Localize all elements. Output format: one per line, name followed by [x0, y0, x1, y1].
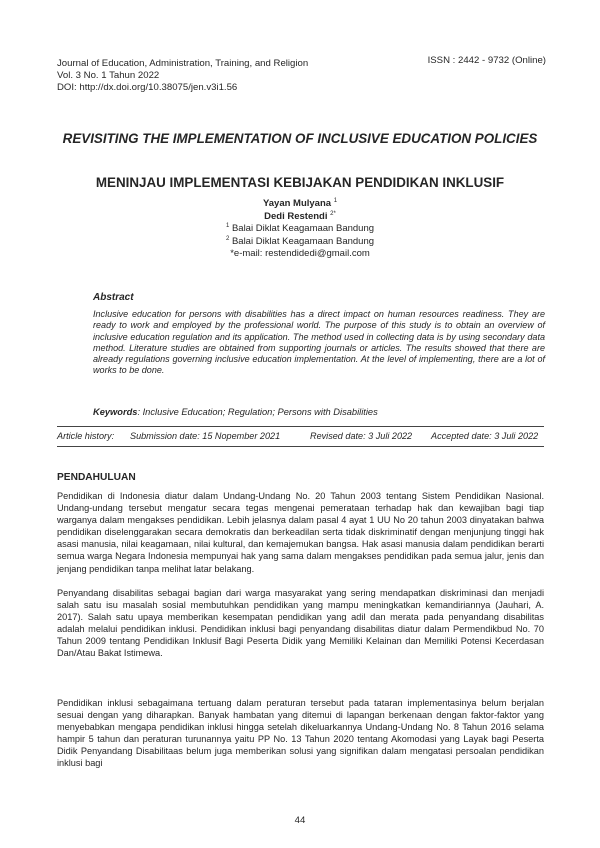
journal-name: Journal of Education, Administration, Training, and Religion [57, 58, 309, 69]
issn: ISSN : 2442 - 9732 (Online) [427, 55, 546, 66]
keywords-text: : Inclusive Education; Regulation; Persons with Disabilities [137, 407, 378, 417]
history-rule-top [57, 426, 544, 427]
author-2-name: Dedi Restendi [264, 210, 328, 222]
journal-volume: Vol. 3 No. 1 Tahun 2022 [57, 70, 160, 82]
body-paragraph-3: Pendidikan inklusi sebagaimana tertuang dalam peraturan tersebut pada tataran implementasinya belum berjalan sesuai dengan yang diharapkan. Banyak hambatan yang ditemui di lapangan berkenaan dengan faktor-faktor yang menyebabkan mengapa pendidikan inklusi hingga setelah dikeluarkannya Undang-Undang No. 8 Tahun 2016 selama hampir 5 tahun dan peraturan turunannya yaitu PP No. 13 Tahun 2020 tentang Akomodasi yang Layak bagi Peserta Didik Penyandang Disabilitaas belum juga memberikan solusi yang signifikan dalam mengatasi persoalan pendidikan inklusi bagi [57, 698, 544, 769]
journal-doi: DOI: http://dx.doi.org/10.38075/jen.v3i1.56 [57, 82, 238, 94]
title-english: REVISITING THE IMPLEMENTATION OF INCLUSIVE EDUCATION POLICIES [62, 131, 538, 146]
abstract-heading: Abstract [93, 292, 134, 303]
abstract-text: Inclusive education for persons with disabilities has a direct impact on human resources readiness. They are ready to work and employed by the professional world. The purpose of this study is to obtain an overview of inclusive education regulation and its application. The method used in collecting data is by using secondary data method. Literature studies are obtained from supporting journals or articles. The results showed that there are already regulations governing inclusive education implementation. At the level of implementing, there are a lot of works to be done. [93, 309, 545, 376]
affiliation-2 [0, 236, 600, 249]
author-1 [0, 198, 600, 211]
author-email: *e-mail: restendidedi@gmail.com [230, 248, 370, 260]
journal-info [57, 58, 308, 95]
history-rule-bottom [57, 446, 544, 447]
section-heading: PENDAHULUAN [57, 472, 136, 483]
history-accepted: Accepted date: 3 Juli 2022 [431, 431, 539, 441]
author-2-sup: 2* [330, 210, 336, 217]
affiliation-2-sup: 2 [225, 235, 230, 242]
keywords-label: Keywords [93, 407, 138, 417]
author-block [0, 198, 600, 261]
affiliation-2-text: Balai Diklat Keagamaan Bandung [231, 235, 375, 247]
affiliation-1-sup: 1 [225, 223, 230, 230]
author-2 [0, 211, 600, 224]
author-1-sup: 1 [333, 197, 338, 204]
page-number: 44 [294, 815, 306, 826]
keywords [93, 407, 378, 417]
history-submission: Submission date: 15 Nopember 2021 [130, 431, 281, 441]
author-1-name: Yayan Mulyana [262, 198, 332, 209]
history-label: Article history: [57, 431, 115, 441]
history-revised: Revised date: 3 Juli 2022 [310, 431, 413, 441]
body-paragraph-2: Penyandang disabilitas sebagai bagian dari warga masyarakat yang sering mendapatkan diskriminasi dan menjadi salah satu isu masalah sosial membutuhkan pendidikan yang mampu meningkatkan kemandiriannya (Jauhari, A. 2017). Salah satu upaya memberikan kesempatan pendidikan yang adil dan merata pada penyandang disabilitas adalah melalui pendidikan inklusi. Pendidikan inklusi bagi penyandang disabilitas diatur dalam Permendikbud No. 70 Tahun 2009 tentang Pendidikan Inklusif Bagi Peserta Didik yang Memiliki Kelainan dan Memiliki Potensi Kecerdasan Dan/Atau Bakat Istimewa. [57, 588, 544, 659]
title-indonesian: MENINJAU IMPLEMENTASI KEBIJAKAN PENDIDIKAN INKLUSIF [95, 175, 505, 190]
affiliation-1-text: Balai Diklat Keagamaan Bandung [231, 223, 375, 235]
affiliation-1 [0, 223, 600, 236]
body-paragraph-1: Pendidikan di Indonesia diatur dalam Undang-Undang No. 20 Tahun 2003 tentang Sistem Pendidikan Nasional. Undang-undang tersebut mengatur secara tegas mengenai pemerataan terhadap hak dan kewajiban bagi tiap warganya dalam mengakses pendidikan. Lebih jelasnya dalam pasal 4 ayat 1 UU No 20 tahun 2003 dinyatakan bahwa pendidikan diselenggarakan secara demokratis dan berkeadilan serta tidak diskriminatif dengan menjunjung tinggi hak asasi manusia, nilai keagamaan, nilai kultural, dan kemajemukan bangsa. Hak asasi manusia dalam pendidikan berarti semua warga Negara Indonesia mempunyai hak yang sama dalam mengakses pendidikan pada semua jalur, jenis dan jenjang pendidikan tanpa melihat latar belakang. [57, 491, 544, 574]
